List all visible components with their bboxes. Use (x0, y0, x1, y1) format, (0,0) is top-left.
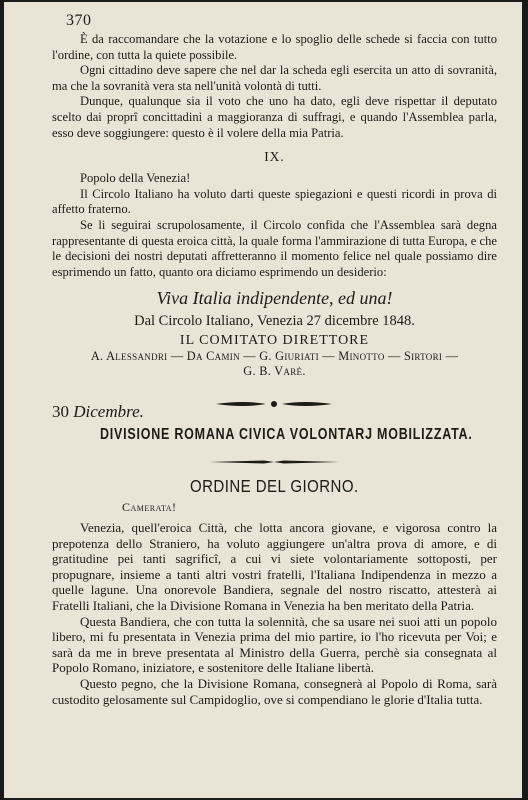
intro-paragraph: Dunque, qualunque sia il voto che uno ha dato, egli deve rispettar il deputato scelto dai proprî concittadini a maggioranza di suffragi, e quando l'Assemblea parla, esso deve soggiungere: questo è il volere della mia Patria. (52, 94, 497, 140)
committee-members: A. Alessandri — Da Camin — G. Giuriati — Minotto — Sirtori — (90, 349, 459, 364)
entry-date (52, 402, 144, 422)
address-line: Popolo della Venezia! (80, 171, 191, 186)
book-page (4, 2, 522, 798)
order-paragraph: Questa Bandiera, che con tutta la solennità, che sa usare nei suoi atti un popolo libero, mi fu presentata in Venezia prima del mio partire, io l'ho ricevuta per Voi; e sarà da me in breve presentata al Ministro della Guerra, perchè sia consegnata al Popolo Romano, iniziatore, e sostenitore delle Italiane libertà. (52, 613, 497, 676)
signature-line: Dal Circolo Italiano, Venezia 27 dicembre 1848. (134, 313, 415, 330)
date-day: 30 (52, 402, 69, 421)
order-paragraph: Questo pegno, che la Divisione Romana, consegnerà al Popolo di Roma, sarà custodito gelosamente sul Campidoglio, ove si compendiano le glorie d'Italia tutta. (52, 675, 497, 707)
order-body (52, 520, 497, 707)
proclamation-section (52, 32, 497, 379)
date-month: Dicembre. (73, 402, 144, 421)
committee-title: IL COMITATO DIRETTORE (179, 333, 370, 349)
intro-paragraph: Ogni cittadino deve sapere che nel dar la scheda egli esercita un atto di sovranità, ma che la sovranità vera sta nell'unità volontà di tutti. (52, 63, 497, 93)
heading-rule (209, 459, 339, 465)
motto: Viva Italia indipendente, ed una! (156, 288, 393, 309)
order-title: ORDINE DEL GIORNO. (190, 476, 359, 496)
section-paragraph: Il Circolo Italiano ha voluto darti queste spiegazioni e questi ricordi in prova di affetto fraterno. (52, 186, 497, 217)
order-paragraph: Venezia, quell'eroica Città, che lotta ancora giovane, e vigorosa contro la prepotenza dello Straniero, ha voluto aggiungere un'altra prova di amore, e di gratitudine pei tanti sagrificî, a cui vi siete volontariamente sottoposti, per propugnare, insieme a tanti altri vostri fratelli, l'Italiana Indipendenza in mezzo a quelle lagune. Una onorevole Bandiera, segnale del nostro riscatto, attesterà ai Fratelli Italiani, che la Divisione Romana in Venezia ha ben meritato della Patria. (52, 520, 497, 613)
salutation: Camerata! (122, 500, 177, 514)
page-number: 370 (66, 12, 92, 29)
division-heading: DIVISIONE ROMANA CIVICA VOLONTARJ MOBILIZZATA. (100, 426, 473, 443)
ornament-divider (214, 399, 334, 409)
section-paragraph: Se li seguirai scrupolosamente, il Circolo confida che l'Assemblea sarà degna rappresentante di questa eroica città, la quale forma l'ammirazione di tutta Europa, e che le decisioni dei nostri deputati affretteranno il momento felice nel quale possiamo dire esprimendo un fatto, quanto ora diciamo esprimendo un desiderio: (52, 217, 497, 279)
intro-paragraph: È da raccomandare che la votazione e lo spoglio delle schede si faccia con tutto l'ordine, con tutta la quiete possibile. (52, 32, 497, 62)
committee-members-end: G. B. Varè. (243, 364, 306, 379)
section-number: IX. (264, 149, 285, 165)
